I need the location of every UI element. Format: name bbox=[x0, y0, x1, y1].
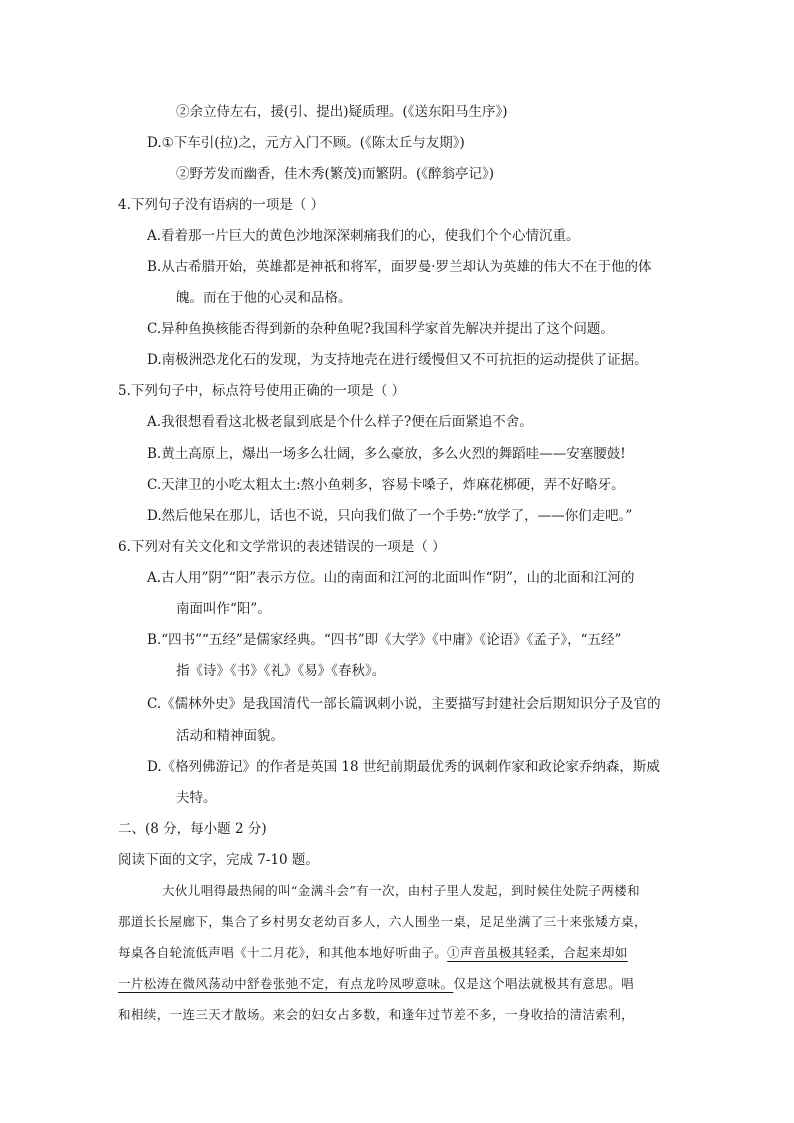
q5-option-a: A.我很想看看这北极老鼠到底是个什么样子?便在后面紧追不舍。 bbox=[147, 414, 533, 430]
passage-line-4 bbox=[118, 974, 634, 994]
q6-option-c-cont: 活动和精神面貌。 bbox=[176, 728, 284, 744]
q6-option-d-cont: 夫特。 bbox=[176, 790, 217, 806]
q6-option-a: A.古人用”阴”“阳”表示方位。山的南面和江河的北面叫作“阴”，山的北面和江河的 bbox=[147, 570, 635, 586]
q4-option-b: B.从古希腊开始，英雄都是神祇和将军，面罗曼·罗兰却认为英雄的伟大不在于他的体 bbox=[147, 259, 652, 275]
passage-line-1: 大伙儿唱得最热闹的叫“金满斗会”有一次，由村子里人发起，到时候住处院子两楼和 bbox=[162, 883, 640, 898]
q5-option-b: B.黄土高原上，爆出一场多么壮阔，多么豪放，多么火烈的舞蹈哇——安塞腰鼓! bbox=[147, 446, 626, 462]
question-6-stem: 6.下列对有关文化和文学常识的表述错误的一项是（ ） bbox=[118, 539, 446, 555]
option-d2: ②野芳发而幽香，佳木秀(繁茂)而繁阴。(《醉翁亭记》) bbox=[176, 166, 495, 182]
q5-option-d: D.然后他呆在那儿，话也不说，只向我们做了一个手势:“放学了，——你们走吧。” bbox=[147, 508, 633, 524]
question-4-stem: 4.下列句子没有语病的一项是（ ） bbox=[118, 197, 325, 213]
passage-line-2: 那道长长屋廊下，集合了乡村男女老幼百多人，六人围坐一桌，足足坐满了三十来张矮方桌， bbox=[118, 914, 647, 929]
q4-option-d: D.南极洲恐龙化石的发现，为支持地壳在进行缓慢但又不可抗拒的运动提供了证据。 bbox=[147, 352, 648, 368]
section-2-instruction: 阅读下面的文字，完成 7-10 题。 bbox=[118, 852, 319, 868]
q4-option-b-cont: 魄。而在于他的心灵和品格。 bbox=[176, 290, 352, 306]
option-b2: ②余立侍左右，援(引、提出)疑质理。(《送东阳马生序》) bbox=[176, 104, 508, 120]
passage-line-3 bbox=[118, 943, 628, 963]
q4-option-a: A.看着那一片巨大的黄色沙地深深刺痛我们的心，使我们个个心情沉重。 bbox=[147, 228, 580, 244]
option-d1: D.①下车引(拉)之，元方入门不顾。(《陈太丘与友期》) bbox=[147, 135, 465, 151]
section-2-heading: 二、(8 分，每小题 2 分) bbox=[118, 821, 267, 837]
q5-option-c: C.天津卫的小吃太粗太土:熬小鱼刺多，容易卡嗓子，炸麻花梆硬，弄不好略牙。 bbox=[147, 477, 625, 493]
q6-option-b: B.“四书”“五经”是儒家经典。“四书”即《大学》《中庸》《论语》《孟子》，“五经” bbox=[147, 632, 622, 648]
q6-option-d: D.《格列佛游记》的作者是英国 18 世纪前期最优秀的讽刺作家和政论家乔纳森，斯威 bbox=[147, 759, 660, 775]
q6-option-b-cont: 指《诗》《书》《礼》《易》《春秋》。 bbox=[176, 663, 386, 679]
passage-line-4-end: 仅是这个唱法就极其有意思。唱 bbox=[453, 976, 635, 991]
passage-line-3-start: 每桌各自轮流低声唱《十二月花》，和其他本地好听曲子。 bbox=[118, 945, 448, 960]
q6-option-a-cont: 南面叫作“阳”。 bbox=[176, 601, 271, 617]
q4-option-c: C.异种鱼换核能否得到新的杂种鱼呢?我国科学家首先解决并提出了这个问题。 bbox=[147, 321, 614, 337]
passage-line-5: 和相续，一连三天才散场。来会的妇女占多数，和逢年过节差不多，一身收拾的清洁索利， bbox=[118, 1007, 635, 1022]
underlined-sentence-1: ①声音虽极其轻柔，合起来却如 bbox=[447, 945, 628, 960]
q6-option-c: C.《儒林外史》是我国清代一部长篇讽刺小说，主要描写封建社会后期知识分子及官的 bbox=[147, 696, 661, 712]
underlined-sentence-1-cont: 一片松涛在微风荡动中舒卷张弛不定，有点龙吟凤哕意味。 bbox=[118, 976, 454, 991]
question-5-stem: 5.下列句子中，标点符号使用正确的一项是（ ） bbox=[118, 383, 406, 399]
